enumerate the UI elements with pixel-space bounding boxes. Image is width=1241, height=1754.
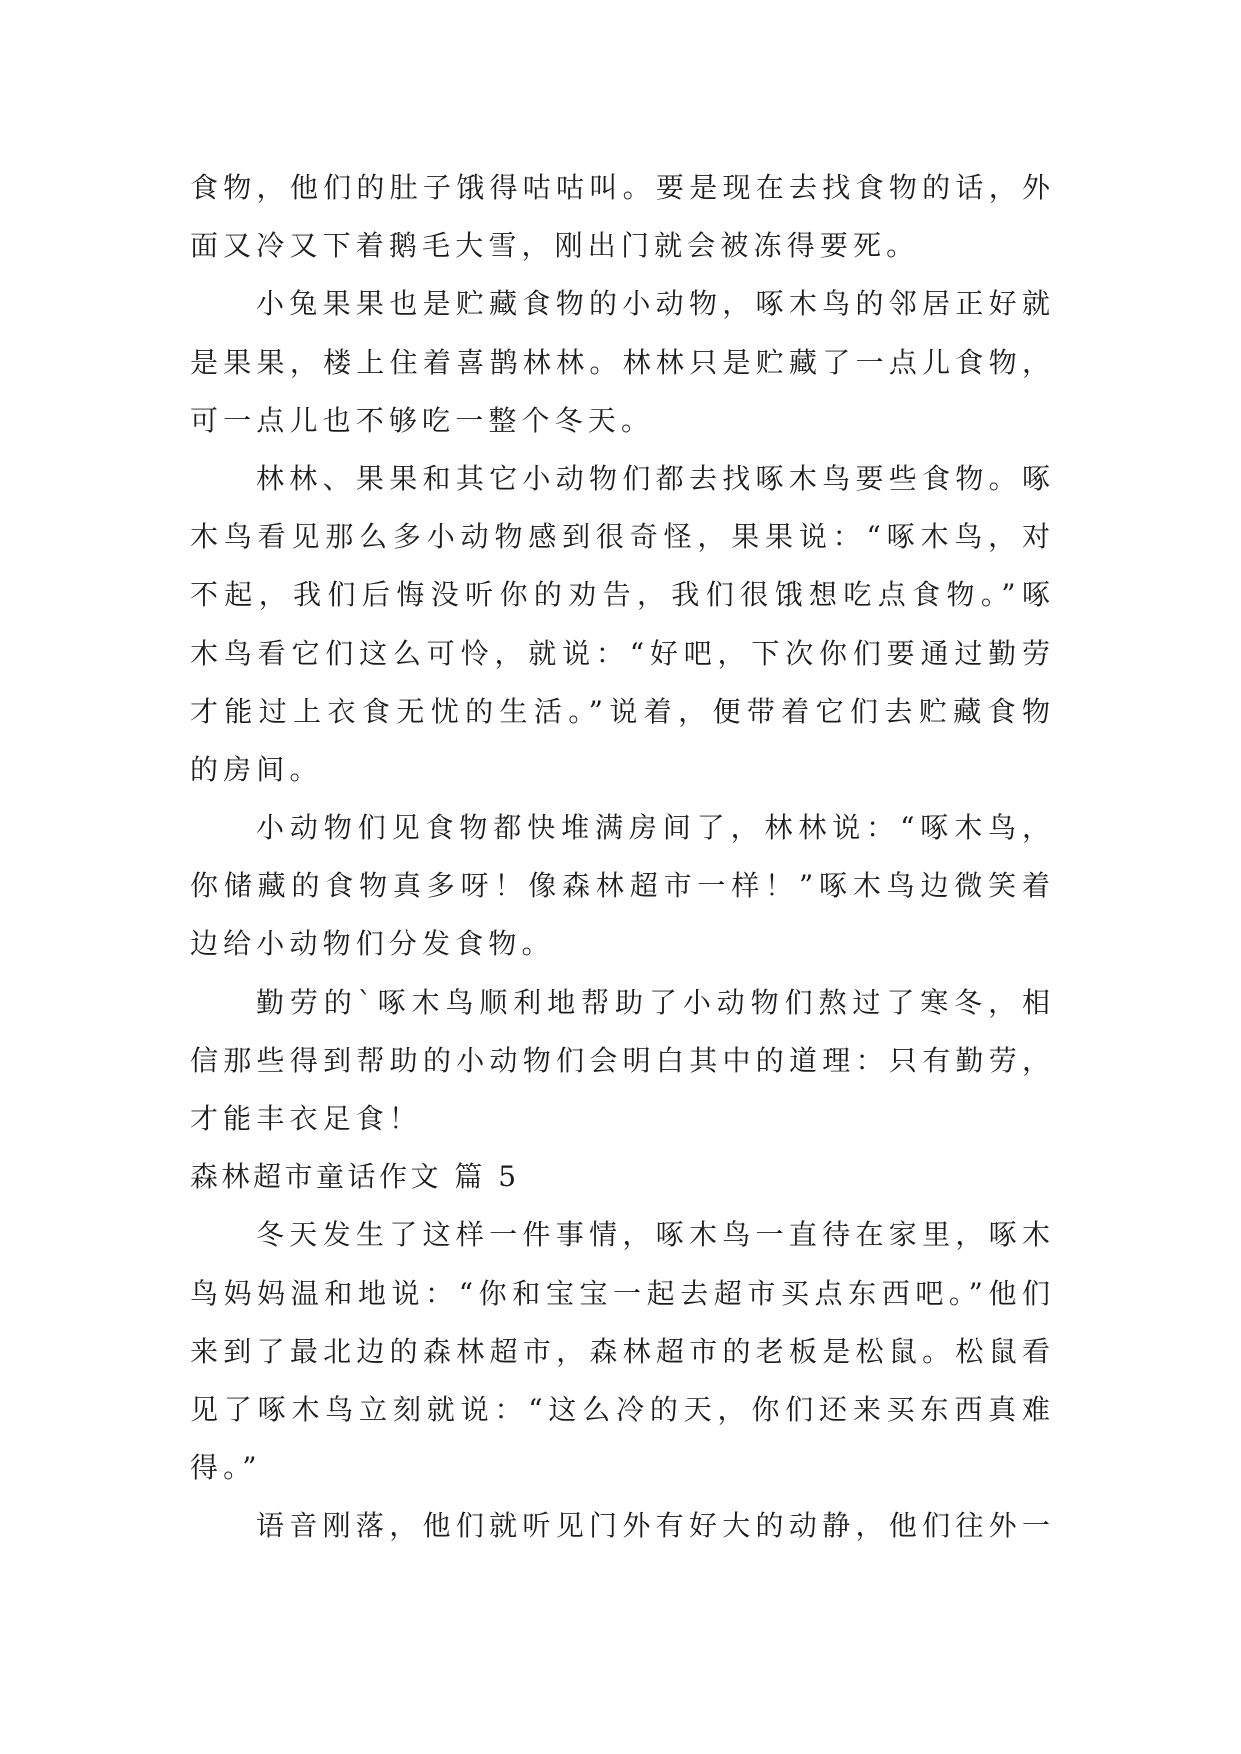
paragraph: [190, 799, 1052, 974]
text-line: 不起，我们后悔没听你的劝告，我们很饿想吃点食物。”啄: [190, 578, 1052, 612]
paragraph: [190, 450, 1052, 799]
story-section-continued: [190, 159, 1052, 1148]
text-line: 冬天发生了这样一件事情，啄木鸟一直待在家里，啄木: [256, 1218, 1052, 1252]
text-line: 信那些得到帮助的小动物们会明白其中的道理：只有勤劳，: [190, 1043, 1052, 1077]
text-line: 小动物们见食物都快堆满房间了，林林说：“啄木鸟，: [256, 811, 1052, 845]
text-line: 语音刚落，他们就听见门外有好大的动静，他们往外一: [256, 1509, 1052, 1543]
text-line: 来到了最北边的森林超市，森林超市的老板是松鼠。松鼠看: [190, 1334, 1052, 1368]
text-line: 小兔果果也是贮藏食物的小动物，啄木鸟的邻居正好就: [256, 287, 1052, 321]
paragraph: [190, 159, 1052, 275]
text-line: 面又冷又下着鹅毛大雪，刚出门就会被冻得要死。: [190, 229, 920, 263]
story-section: [190, 1148, 1052, 1555]
paragraph: [190, 1497, 1052, 1555]
text-line: 可一点儿也不够吃一整个冬天。: [190, 403, 655, 437]
text-line: 边给小动物们分发食物。: [190, 927, 555, 961]
text-line: 是果果，楼上住着喜鹊林林。林林只是贮藏了一点儿食物，: [190, 345, 1052, 379]
text-line: 才能丰衣足食！: [190, 1102, 423, 1135]
section-heading: 森林超市童话作文 篇 5: [190, 1160, 520, 1194]
paragraph: [190, 974, 1052, 1149]
text-line: 木鸟看见那么多小动物感到很奇怪，果果说：“啄木鸟，对: [190, 520, 1052, 554]
text-line: 的房间。: [190, 752, 323, 786]
text-line: 勤劳的`啄木鸟顺利地帮助了小动物们熬过了寒冬，相: [256, 985, 1052, 1019]
text-line: 食物，他们的肚子饿得咕咕叫。要是现在去找食物的话，外: [190, 171, 1052, 204]
text-line: 鸟妈妈温和地说：“你和宝宝一起去超市买点东西吧。”他们: [190, 1276, 1052, 1310]
text-line: 木鸟看它们这么可怜，就说：“好吧，下次你们要通过勤劳: [190, 636, 1052, 670]
text-line: 见了啄木鸟立刻就说：“这么冷的天，你们还来买东西真难: [190, 1392, 1052, 1426]
paragraph: [190, 1206, 1052, 1497]
text-line: 得。”: [190, 1451, 262, 1485]
text-line: 林林、果果和其它小动物们都去找啄木鸟要些食物。啄: [256, 461, 1052, 495]
text-line: 你储藏的食物真多呀！像森林超市一样！”啄木鸟边微笑着: [190, 869, 1052, 903]
text-line: 才能过上衣食无忧的生活。”说着，便带着它们去贮藏食物: [190, 694, 1052, 728]
document-body: [190, 159, 1052, 1556]
paragraph: [190, 275, 1052, 450]
